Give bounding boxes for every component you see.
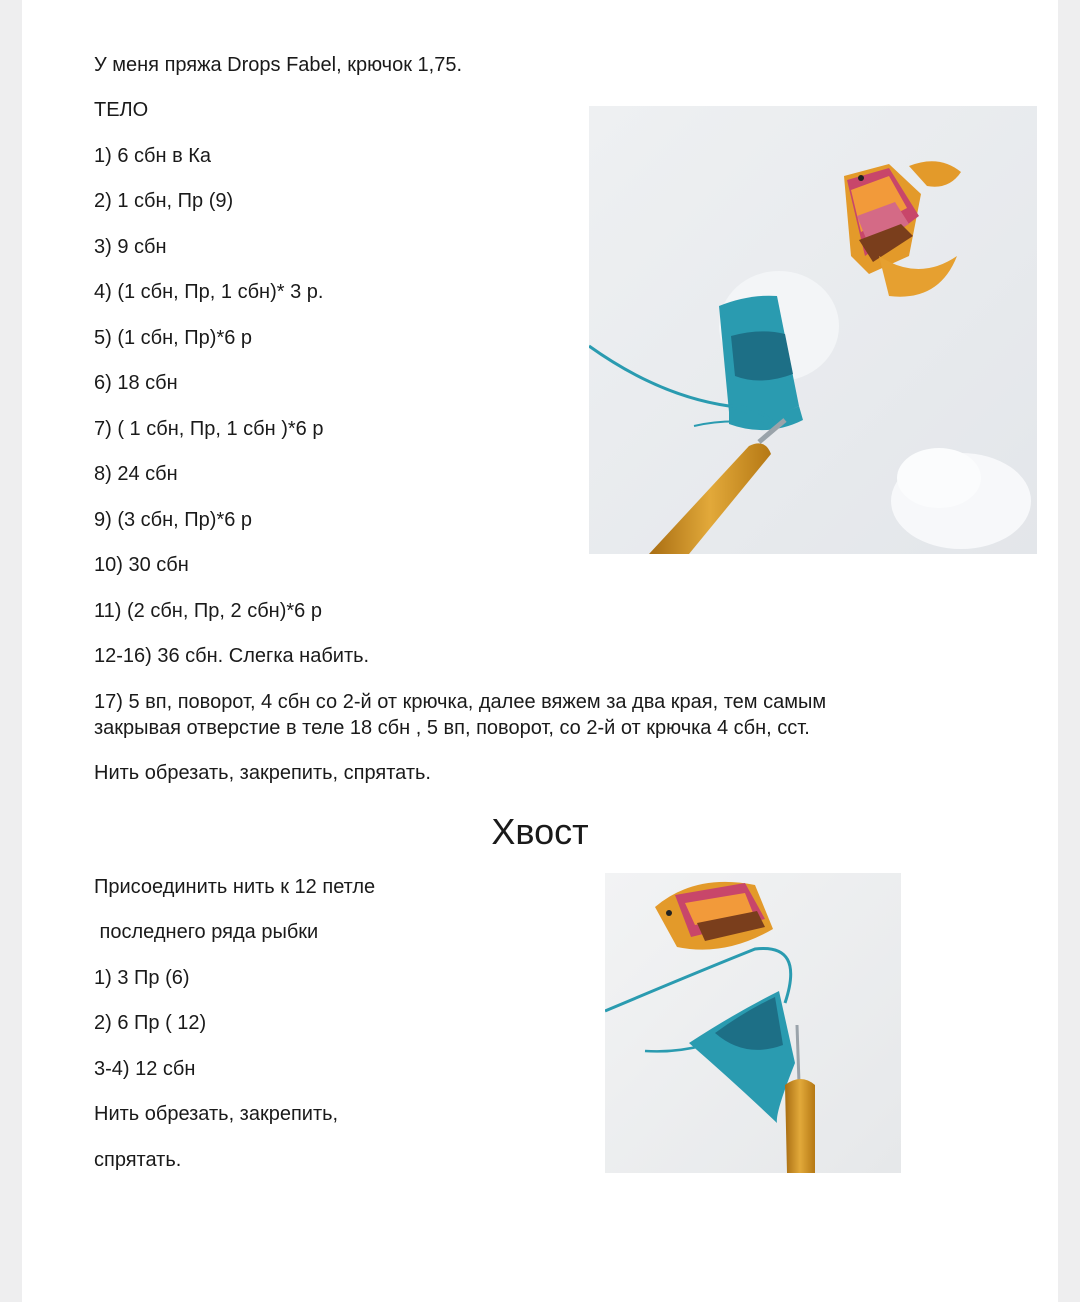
body-row: 8) 24 сбн [94,463,178,485]
tail-row: Присоединить нить к 12 петле [94,876,376,898]
body-row: закрывая отверстие в теле 18 сбн , 5 вп, поворот, со 2-й от крючка 4 сбн, сст. [94,717,810,739]
body-row: 12-16) 36 сбн. Слегка набить. [94,645,370,667]
tail-photo-illustration [605,873,901,1173]
tail-row: 1) 3 Пр (6) [94,967,190,989]
body-row: 1) 6 сбн в Ка [94,145,212,167]
body-row: 3) 9 сбн [94,236,167,258]
tail-section-title: Хвост [491,811,589,852]
tail-row: спрятать. [94,1149,182,1171]
body-row: Нить обрезать, закрепить, спрятать. [94,762,431,784]
tail-photo [605,873,901,1173]
body-row: 5) (1 сбн, Пр)*6 р [94,327,253,349]
tail-row: последнего ряда рыбки [94,921,319,943]
tail-row: 2) 6 Пр ( 12) [94,1012,207,1034]
body-row: 10) 30 сбн [94,554,189,576]
body-row: 2) 1 сбн, Пр (9) [94,190,234,212]
body-photo [589,106,1037,554]
body-row: 17) 5 вп, поворот, 4 сбн со 2-й от крючка, далее вяжем за два края, тем самым [94,691,827,713]
tail-row: 3-4) 12 сбн [94,1058,196,1080]
tail-row: Нить обрезать, закрепить, [94,1103,339,1125]
body-row: 4) (1 сбн, Пр, 1 сбн)* 3 р. [94,281,324,303]
body-row: 11) (2 сбн, Пр, 2 сбн)*6 р [94,600,322,622]
body-row: 7) ( 1 сбн, Пр, 1 сбн )*6 р [94,418,324,440]
body-section-title: ТЕЛО [94,99,149,121]
intro-text: У меня пряжа Drops Fabel, крючок 1,75. [94,54,462,76]
body-row: 9) (3 сбн, Пр)*6 р [94,509,253,531]
body-row: 6) 18 сбн [94,372,178,394]
body-photo-illustration [589,106,1037,554]
